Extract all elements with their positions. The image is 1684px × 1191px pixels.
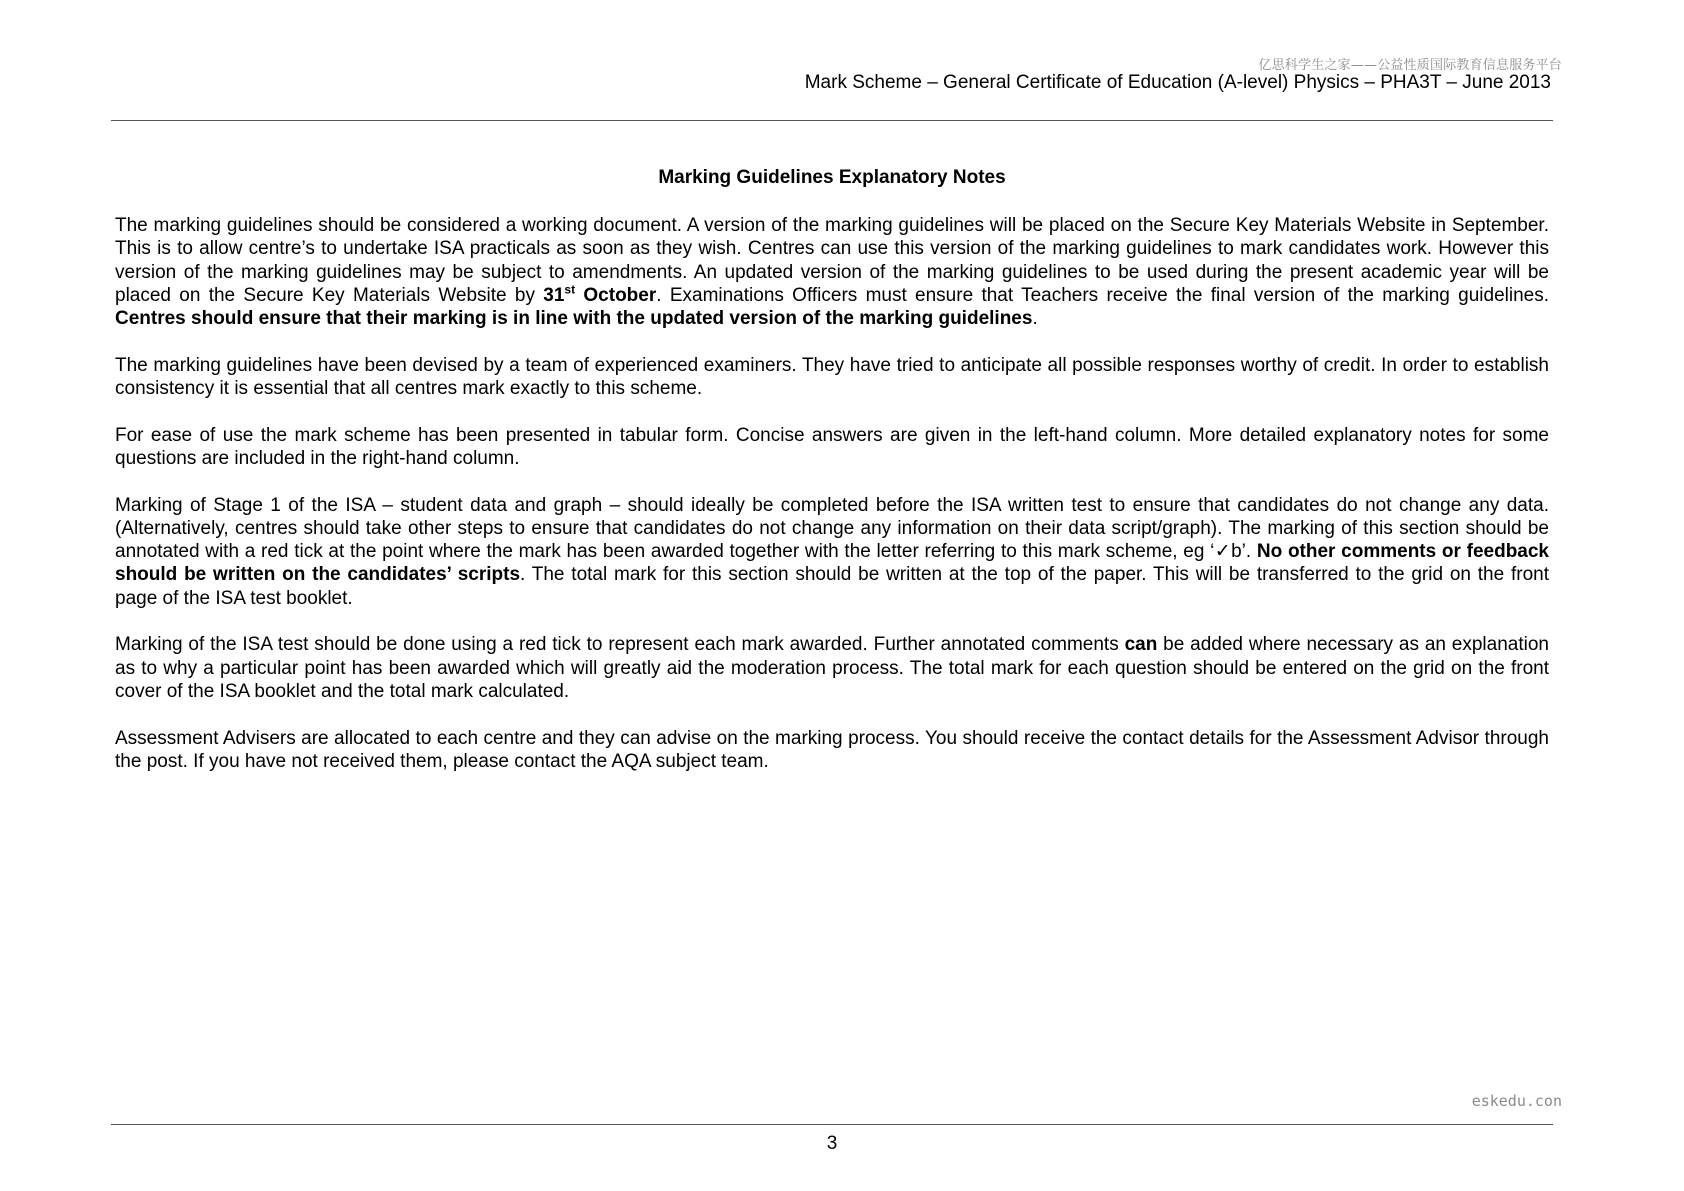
page-number: 3 [826, 1133, 838, 1154]
footer-watermark: eskedu.con [1471, 1092, 1562, 1110]
paragraph-tabular-form: For ease of use the mark scheme has been presented in tabular form. Concise answers are given in the left-hand column. More detailed explanatory notes for some questions are included in the right-hand column. [115, 424, 1549, 469]
p4-bold-instruction: No other comments or feedback should be written on the candidates’ scripts [115, 541, 1549, 586]
p5-bold-can: can [1124, 634, 1158, 656]
p1-date-number: 31 [543, 284, 565, 306]
p4-text-1: Marking of Stage 1 of the ISA – student data and graph – should ideally be completed before the ISA written test to ensure that candidates do not change any data. (Alternatively, centres should take other steps to ensure that candidates do not change any information on their data script/graph). The marking of this section should be annotated with a red tick at the point where the mark has been awarded together with the letter referring to this mark scheme, eg ‘✓b’. [115, 494, 1549, 563]
p1-text-1: The marking guidelines should be considered a working document. A version of the marking guidelines will be placed on the Secure Key Materials Website in September. This is to allow centre’s to undertake ISA practicals as soon as they wish. Centres can use this version of the marking guidelines to mark candidates work. However this version of the marking guidelines may be subject to amendments. An updated version of the marking guidelines to be used during the present academic year will be placed on the Secure Key Materials Website by [115, 215, 1549, 306]
p1-text-3: . [1032, 308, 1038, 330]
p1-text-2: . Examinations Officers must ensure that Teachers receive the final version of the marking guidelines. [656, 284, 1549, 306]
p5-text-1: Marking of the ISA test should be done using a red tick to represent each mark awarded. Further annotated comments [115, 634, 1125, 656]
paragraph-working-document [115, 214, 1549, 330]
footer-rule [111, 1124, 1553, 1125]
header-title: Mark Scheme – General Certificate of Education (A-level) Physics – PHA3T – June 2013 [804, 72, 1551, 93]
p1-date-month: October [575, 284, 657, 306]
p1-bold-instruction: Centres should ensure that their marking is in line with the updated version of the marking guidelines [115, 308, 1033, 330]
header-rule [111, 120, 1553, 121]
p5-text-2: be added where necessary as an explanation as to why a particular point has been awarded which will greatly aid the moderation process. The total mark for each question should be entered on the grid on the front cover of the ISA booklet and the total mark calculated. [115, 634, 1549, 702]
paragraph-assessment-advisers: Assessment Advisers are allocated to each centre and they can advise on the marking process. You should receive the contact details for the Assessment Advisor through the post. If you have not received them, please contact the AQA subject team. [115, 727, 1549, 772]
section-heading: Marking Guidelines Explanatory Notes [658, 167, 1006, 188]
paragraph-examiners: The marking guidelines have been devised by a team of experienced examiners. They have tried to anticipate all possible responses worthy of credit. In order to establish consistency it is essential that all centres mark exactly to this scheme. [115, 354, 1549, 400]
p4-text-2: . The total mark for this section should be written at the top of the paper. This will be transferred to the grid on the front page of the ISA test booklet. [115, 564, 1549, 609]
header-watermark: 亿思科学生之家——公益性质国际教育信息服务平台 [1258, 58, 1562, 73]
main-content [115, 166, 1549, 796]
paragraph-isa-test-marking [115, 633, 1549, 703]
p1-date-suffix: st [564, 282, 576, 297]
paragraph-stage-1-marking [115, 494, 1549, 610]
